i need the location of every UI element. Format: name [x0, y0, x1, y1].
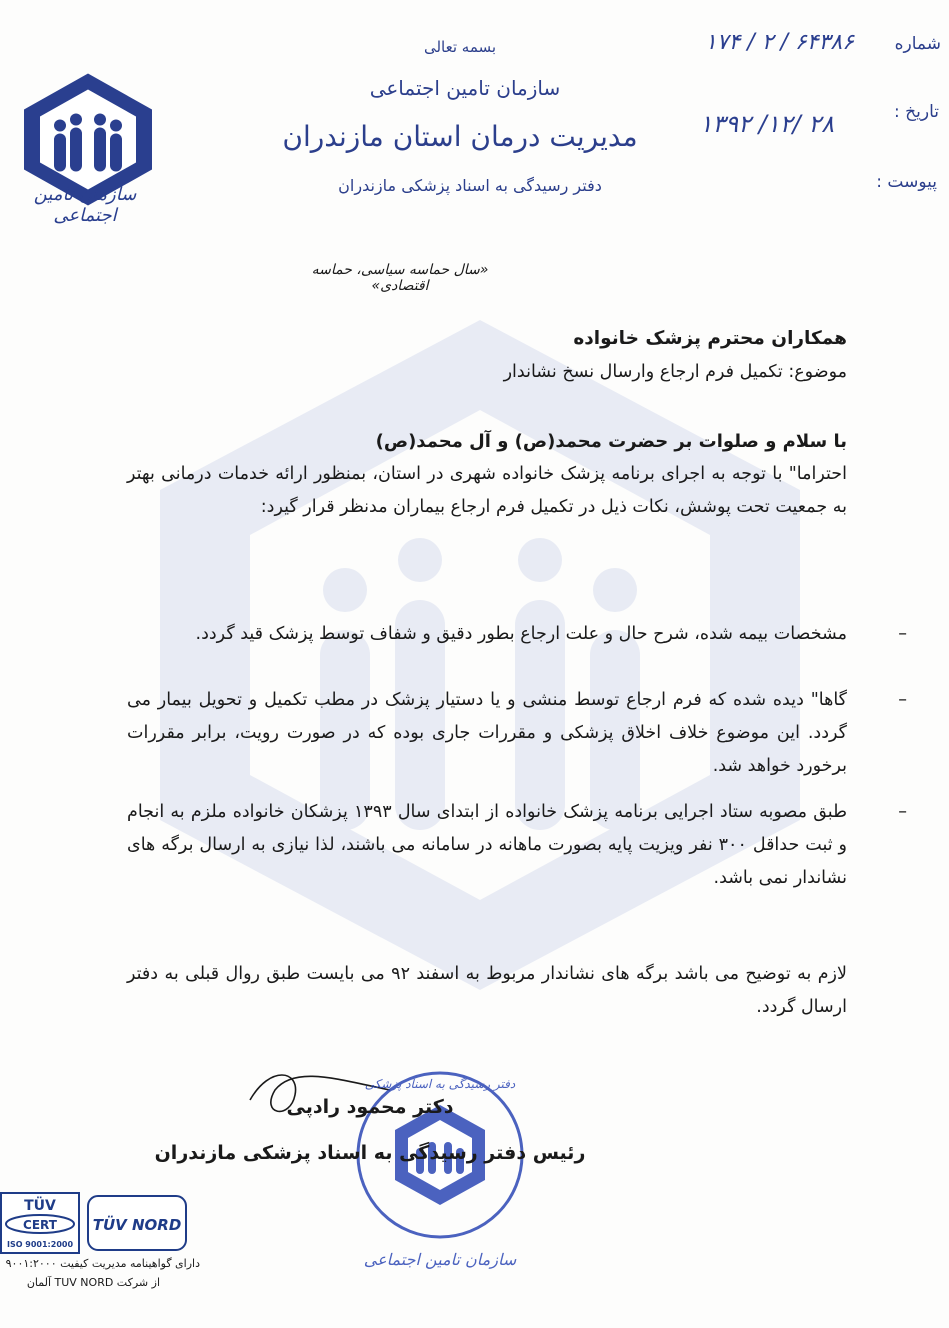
closing-paragraph: لازم به توضیح می باشد برگه های نشاندار مربوط به اسفند ۹۲ می بایست طبق روال قبلی به دفتر ارسال گردد.	[127, 964, 847, 1017]
number-label: شماره	[894, 34, 941, 54]
bullet-item	[127, 796, 907, 895]
bullet-marker: –	[898, 690, 907, 710]
date-value: ۱۳۹۲ /۱۲/ ۲۸	[699, 110, 834, 138]
tuv-label: TÜV	[24, 1198, 56, 1214]
date-label: تاریخ :	[894, 102, 939, 122]
bullet-list	[127, 618, 907, 895]
subject-line: موضوع: تکمیل فرم ارجاع وارسال نسخ نشاندار	[503, 362, 847, 382]
bullet-marker: –	[898, 802, 907, 822]
official-stamp	[350, 1060, 530, 1280]
bullet-text: مشخصات بیمه شده، شرح حال و علت ارجاع بطور دقیق و شفاف توسط پزشک قید گردد.	[195, 624, 847, 644]
attachment-label: پیوست :	[876, 172, 937, 192]
certification-line-2: از شرکت TUV NORD آلمان	[26, 1276, 160, 1289]
bullet-text: طبق مصوبه ستاد اجرایی برنامه پزشک خانواده از ابتدای سال ۱۳۹۳ پزشکان خانواده ملزم به انجام و ثبت حداقل ۳۰۰ نفر ویزیت پایه بصورت ماهانه در سامانه می باشند، لذا نیازی به ارسال برگه های نشاندار نمی باشد.	[127, 802, 847, 888]
number-value: ۱۷۴ / ۲ / ۶۴۳۸۶	[704, 30, 854, 55]
salutation: با سلام و صلوات بر حضرت محمد(ص) و آل محمد(ص)	[375, 431, 847, 452]
logo-caption: سازمان تامین اجتماعی	[33, 184, 137, 226]
basmala: بسمه تعالی	[423, 38, 497, 56]
bullet-item	[127, 618, 907, 684]
bullet-text: گاها" دیده شده که فرم ارجاع توسط منشی و یا دستیار پزشک در مطب تکمیل و تحویل بیمار می گردد. این موضوع خلاف اخلاق پزشکی و مقررات جاری بوده که در صورت رویت، برابر مقررات برخورد خواهد شد.	[127, 690, 847, 776]
tuv-certification-badge	[0, 1192, 190, 1254]
stamp-caption: سازمان تامین اجتماعی	[363, 1250, 517, 1269]
office-name: دفتر رسیدگی به اسناد پزشکی مازندران	[338, 176, 602, 195]
greeting: همکاران محترم پزشک خانواده	[573, 328, 847, 349]
iso-label: ISO 9001:2000	[6, 1240, 74, 1249]
bullet-item	[127, 684, 907, 796]
organization-name: سازمان تامین اجتماعی	[369, 76, 561, 100]
year-slogan: «سال حماسه سیاسی، حماسه اقتصادی»	[311, 262, 489, 294]
signer-name: دکتر محمود رادپی	[286, 1096, 454, 1118]
stamp-text: دفتر رسیدگی به اسناد پزشکی	[364, 1077, 516, 1091]
signer-title: رئیس دفتر رسیدگی به اسناد پزشکی مازندران	[154, 1142, 586, 1164]
intro-paragraph: احتراما" با توجه به اجرای برنامه پزشک خانواده شهری در استان، بمنظور ارائه خدمات درمانی بهتر به جمعیت تحت پوشش، نکات ذیل در تکمیل فرم ارجاع بیماران مدنظر قرار گیرد:	[127, 464, 847, 517]
bullet-marker: –	[898, 624, 907, 644]
certification-line-1: دارای گواهینامه مدیریت کیفیت ۹۰۰۱:۲۰۰۰	[5, 1257, 200, 1270]
department-name: مدیریت درمان استان مازندران	[282, 120, 638, 153]
nord-label: TÜV NORD	[92, 1216, 182, 1234]
cert-label: CERT	[23, 1218, 57, 1232]
